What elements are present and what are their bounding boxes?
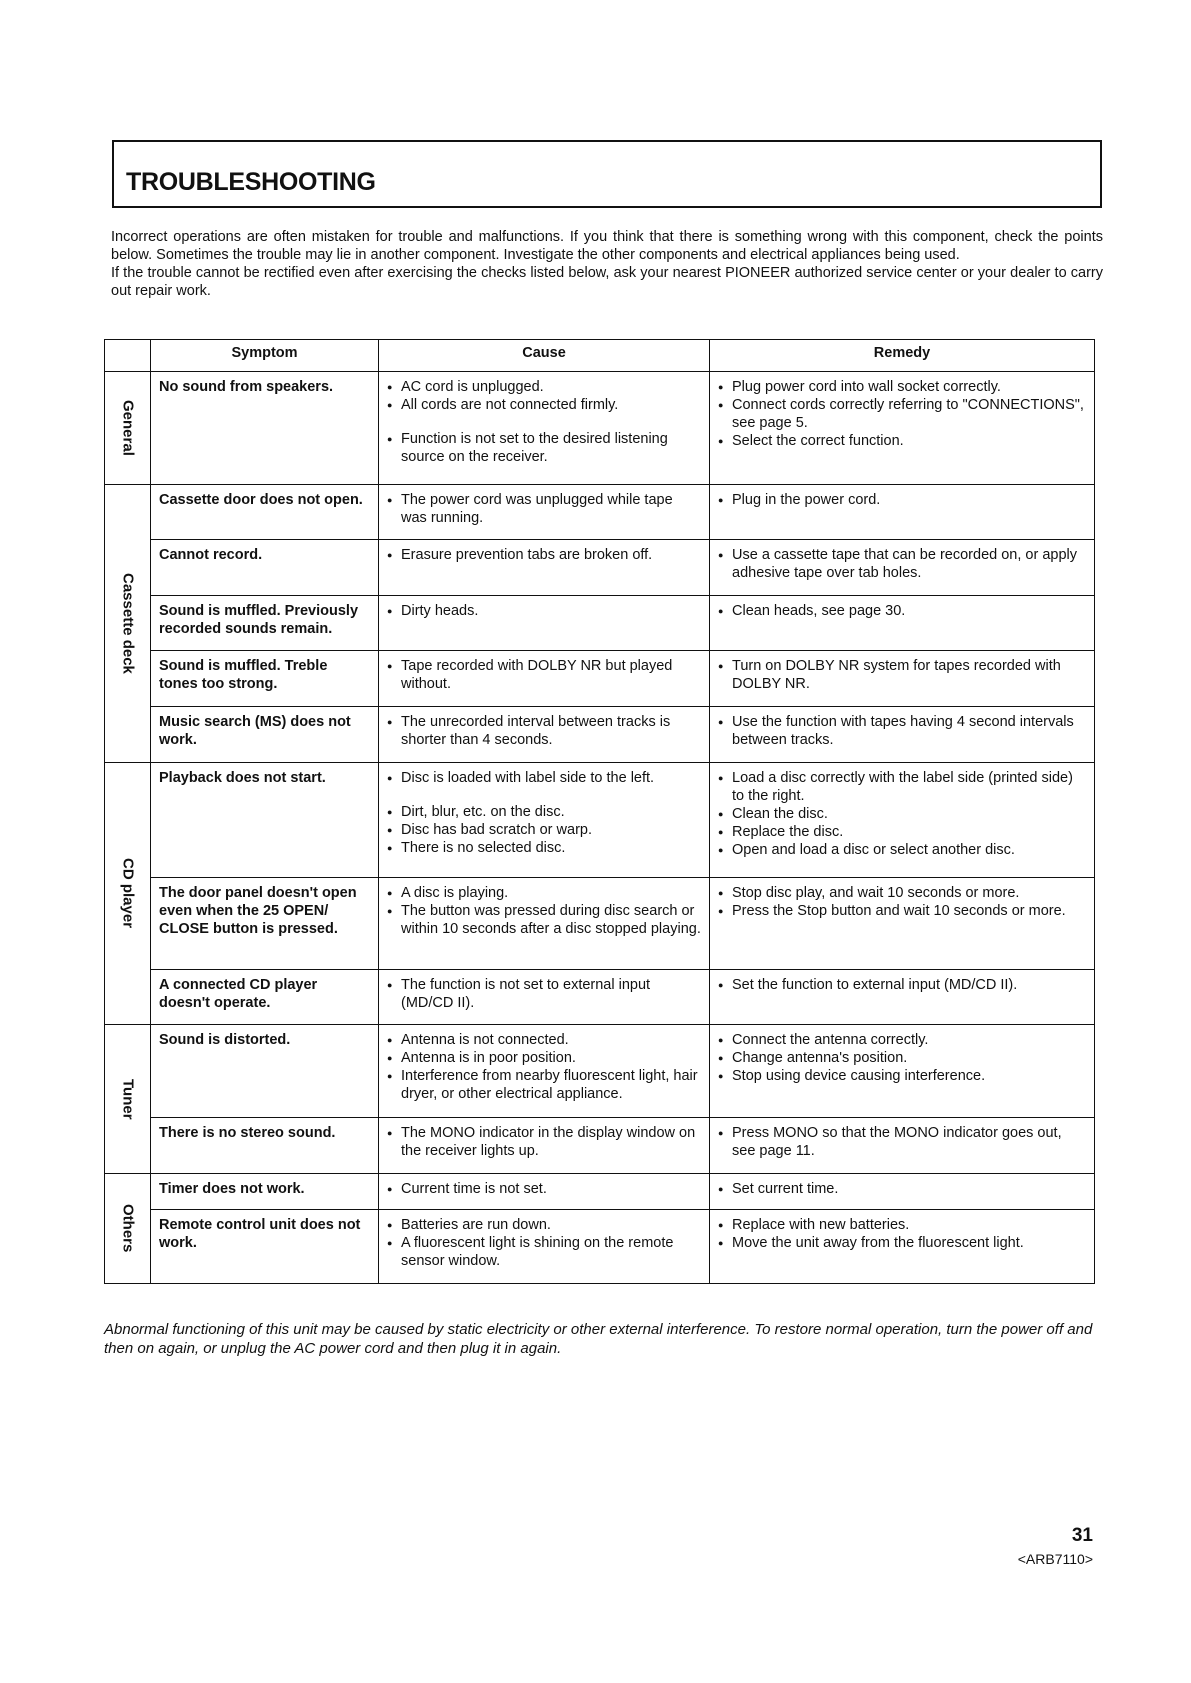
header-category — [105, 340, 151, 372]
cause-item: ● A fluorescent light is shining on the remote sensor window. — [387, 1234, 701, 1270]
page-number: 31 — [1071, 1525, 1093, 1546]
cause-cell — [379, 1174, 710, 1210]
remedy-item: ● Press the Stop button and wait 10 seconds or more. — [718, 902, 1086, 920]
cause-item: ● The function is not set to external input (MD/CD II). — [387, 976, 701, 1012]
table-row — [105, 1174, 1095, 1210]
remedy-cell — [710, 763, 1095, 878]
remedy-item: ● Connect the antenna correctly. — [718, 1031, 1086, 1049]
document-code: <ARB7110> — [1017, 1551, 1093, 1567]
page-title: TROUBLESHOOTING — [126, 168, 376, 196]
cause-item: ● Erasure prevention tabs are broken off. — [387, 546, 701, 564]
cause-item: ● There is no selected disc. — [387, 839, 701, 857]
table-row — [105, 878, 1095, 970]
cause-item: ● Disc has bad scratch or warp. — [387, 821, 701, 839]
remedy-item: ● Load a disc correctly with the label side (printed side) to the right. — [718, 769, 1086, 805]
table-row — [105, 1118, 1095, 1174]
cause-cell — [379, 1025, 710, 1118]
symptom-cell: Cannot record. — [151, 540, 379, 596]
symptom-cell: Sound is distorted. — [151, 1025, 379, 1118]
troubleshooting-table — [104, 339, 1095, 1284]
cause-item: ● The MONO indicator in the display window on the receiver lights up. — [387, 1124, 701, 1160]
cause-cell — [379, 540, 710, 596]
remedy-item: ● Connect cords correctly referring to "CONNECTIONS", see page 5. — [718, 396, 1086, 432]
remedy-cell — [710, 878, 1095, 970]
cause-cell — [379, 485, 710, 540]
cause-cell — [379, 1210, 710, 1284]
cause-item: ● Antenna is not connected. — [387, 1031, 701, 1049]
cause-item: ● Tape recorded with DOLBY NR but played without. — [387, 657, 701, 693]
category-cassette-deck: Cassette deck — [105, 485, 151, 763]
cause-item: ● A disc is playing. — [387, 884, 701, 902]
table-row — [105, 651, 1095, 707]
remedy-item: ● Clean the disc. — [718, 805, 1086, 823]
category-general: General — [105, 372, 151, 485]
symptom-cell: Timer does not work. — [151, 1174, 379, 1210]
cause-cell — [379, 970, 710, 1025]
symptom-cell: Sound is muffled. Treble tones too strong. — [151, 651, 379, 707]
remedy-cell — [710, 540, 1095, 596]
intro-paragraph: If the trouble cannot be rectified even after exercising the checks listed below, ask your nearest PIONEER authorized service center or your dealer to carry out repair work. — [111, 265, 1103, 299]
remedy-item: ● Replace with new batteries. — [718, 1216, 1086, 1234]
intro — [111, 228, 1103, 300]
remedy-item: ● Stop disc play, and wait 10 seconds or more. — [718, 884, 1086, 902]
remedy-cell — [710, 485, 1095, 540]
cause-item: ● Interference from nearby fluorescent light, hair dryer, or other electrical appliance. — [387, 1067, 701, 1103]
cause-item: ● AC cord is unplugged. — [387, 378, 701, 396]
cause-item: ● The button was pressed during disc search or within 10 seconds after a disc stopped playing. — [387, 902, 701, 938]
remedy-item: ● Open and load a disc or select another disc. — [718, 841, 1086, 859]
title-box — [112, 140, 1102, 208]
category-cd-player: CD player — [105, 763, 151, 1025]
cause-cell — [379, 596, 710, 651]
cause-cell — [379, 763, 710, 878]
symptom-cell: Cassette door does not open. — [151, 485, 379, 540]
remedy-cell — [710, 970, 1095, 1025]
category-tuner: Tuner — [105, 1025, 151, 1174]
category-others: Others — [105, 1174, 151, 1284]
header-symptom: Symptom — [151, 340, 379, 372]
intro-paragraph: Incorrect operations are often mistaken for trouble and malfunctions. If you think that there is something wrong with this component, check the points below. Sometimes the trouble may lie in another component. Investigate the other components and electrical appliances being used. — [111, 229, 1103, 263]
remedy-cell — [710, 1118, 1095, 1174]
table-row — [105, 1210, 1095, 1284]
remedy-cell — [710, 1025, 1095, 1118]
header-cause: Cause — [379, 340, 710, 372]
symptom-cell: Music search (MS) does not work. — [151, 707, 379, 763]
remedy-cell — [710, 1174, 1095, 1210]
cause-item: ● Dirty heads. — [387, 602, 701, 620]
table-row — [105, 485, 1095, 540]
table-row — [105, 707, 1095, 763]
cause-item: ● Antenna is in poor position. — [387, 1049, 701, 1067]
remedy-cell — [710, 651, 1095, 707]
remedy-cell — [710, 596, 1095, 651]
cause-item: ● Batteries are run down. — [387, 1216, 701, 1234]
cause-cell — [379, 707, 710, 763]
cause-item: ● Disc is loaded with label side to the left. — [387, 769, 701, 787]
remedy-item: ● Clean heads, see page 30. — [718, 602, 1086, 620]
cause-item: ● The power cord was unplugged while tape was running. — [387, 491, 701, 527]
header-remedy: Remedy — [710, 340, 1095, 372]
footer-note: Abnormal functioning of this unit may be caused by static electricity or other external interference. To restore normal operation, turn the power off and then on again, or unplug the AC power cord and then plug it in again. — [104, 1321, 1093, 1357]
table-row — [105, 540, 1095, 596]
cause-cell — [379, 651, 710, 707]
table-row — [105, 763, 1095, 878]
symptom-cell: There is no stereo sound. — [151, 1118, 379, 1174]
table-row — [105, 372, 1095, 485]
cause-cell — [379, 1118, 710, 1174]
symptom-cell: Sound is muffled. Previously recorded sounds remain. — [151, 596, 379, 651]
cause-cell — [379, 878, 710, 970]
remedy-item: ● Use the function with tapes having 4 second intervals between tracks. — [718, 713, 1086, 749]
symptom-cell: The door panel doesn't open even when the 25 OPEN/ CLOSE button is pressed. — [151, 878, 379, 970]
cause-item: ● The unrecorded interval between tracks is shorter than 4 seconds. — [387, 713, 701, 749]
remedy-item: ● Plug power cord into wall socket correctly. — [718, 378, 1086, 396]
remedy-item: ● Select the correct function. — [718, 432, 1086, 450]
remedy-cell — [710, 1210, 1095, 1284]
remedy-item: ● Replace the disc. — [718, 823, 1086, 841]
cause-item: ● Current time is not set. — [387, 1180, 701, 1198]
table-row — [105, 1025, 1095, 1118]
remedy-item: ● Move the unit away from the fluorescent light. — [718, 1234, 1086, 1252]
remedy-item: ● Use a cassette tape that can be recorded on, or apply adhesive tape over tab holes. — [718, 546, 1086, 582]
table-row — [105, 970, 1095, 1025]
remedy-item: ● Stop using device causing interference. — [718, 1067, 1086, 1085]
table-header-row — [105, 340, 1095, 372]
table-row — [105, 596, 1095, 651]
cause-item: ● Dirt, blur, etc. on the disc. — [387, 803, 701, 821]
remedy-item: ● Set the function to external input (MD/CD II). — [718, 976, 1086, 994]
symptom-cell: Remote control unit does not work. — [151, 1210, 379, 1284]
cause-cell — [379, 372, 710, 485]
remedy-item: ● Plug in the power cord. — [718, 491, 1086, 509]
cause-item: ● All cords are not connected firmly. — [387, 396, 701, 414]
symptom-cell: A connected CD player doesn't operate. — [151, 970, 379, 1025]
remedy-cell — [710, 707, 1095, 763]
symptom-cell: Playback does not start. — [151, 763, 379, 878]
cause-item: ● Function is not set to the desired listening source on the receiver. — [387, 430, 701, 466]
remedy-item: ● Press MONO so that the MONO indicator goes out, see page 11. — [718, 1124, 1086, 1160]
remedy-item: ● Set current time. — [718, 1180, 1086, 1198]
remedy-item: ● Change antenna's position. — [718, 1049, 1086, 1067]
symptom-cell: No sound from speakers. — [151, 372, 379, 485]
remedy-item: ● Turn on DOLBY NR system for tapes recorded with DOLBY NR. — [718, 657, 1086, 693]
remedy-cell — [710, 372, 1095, 485]
